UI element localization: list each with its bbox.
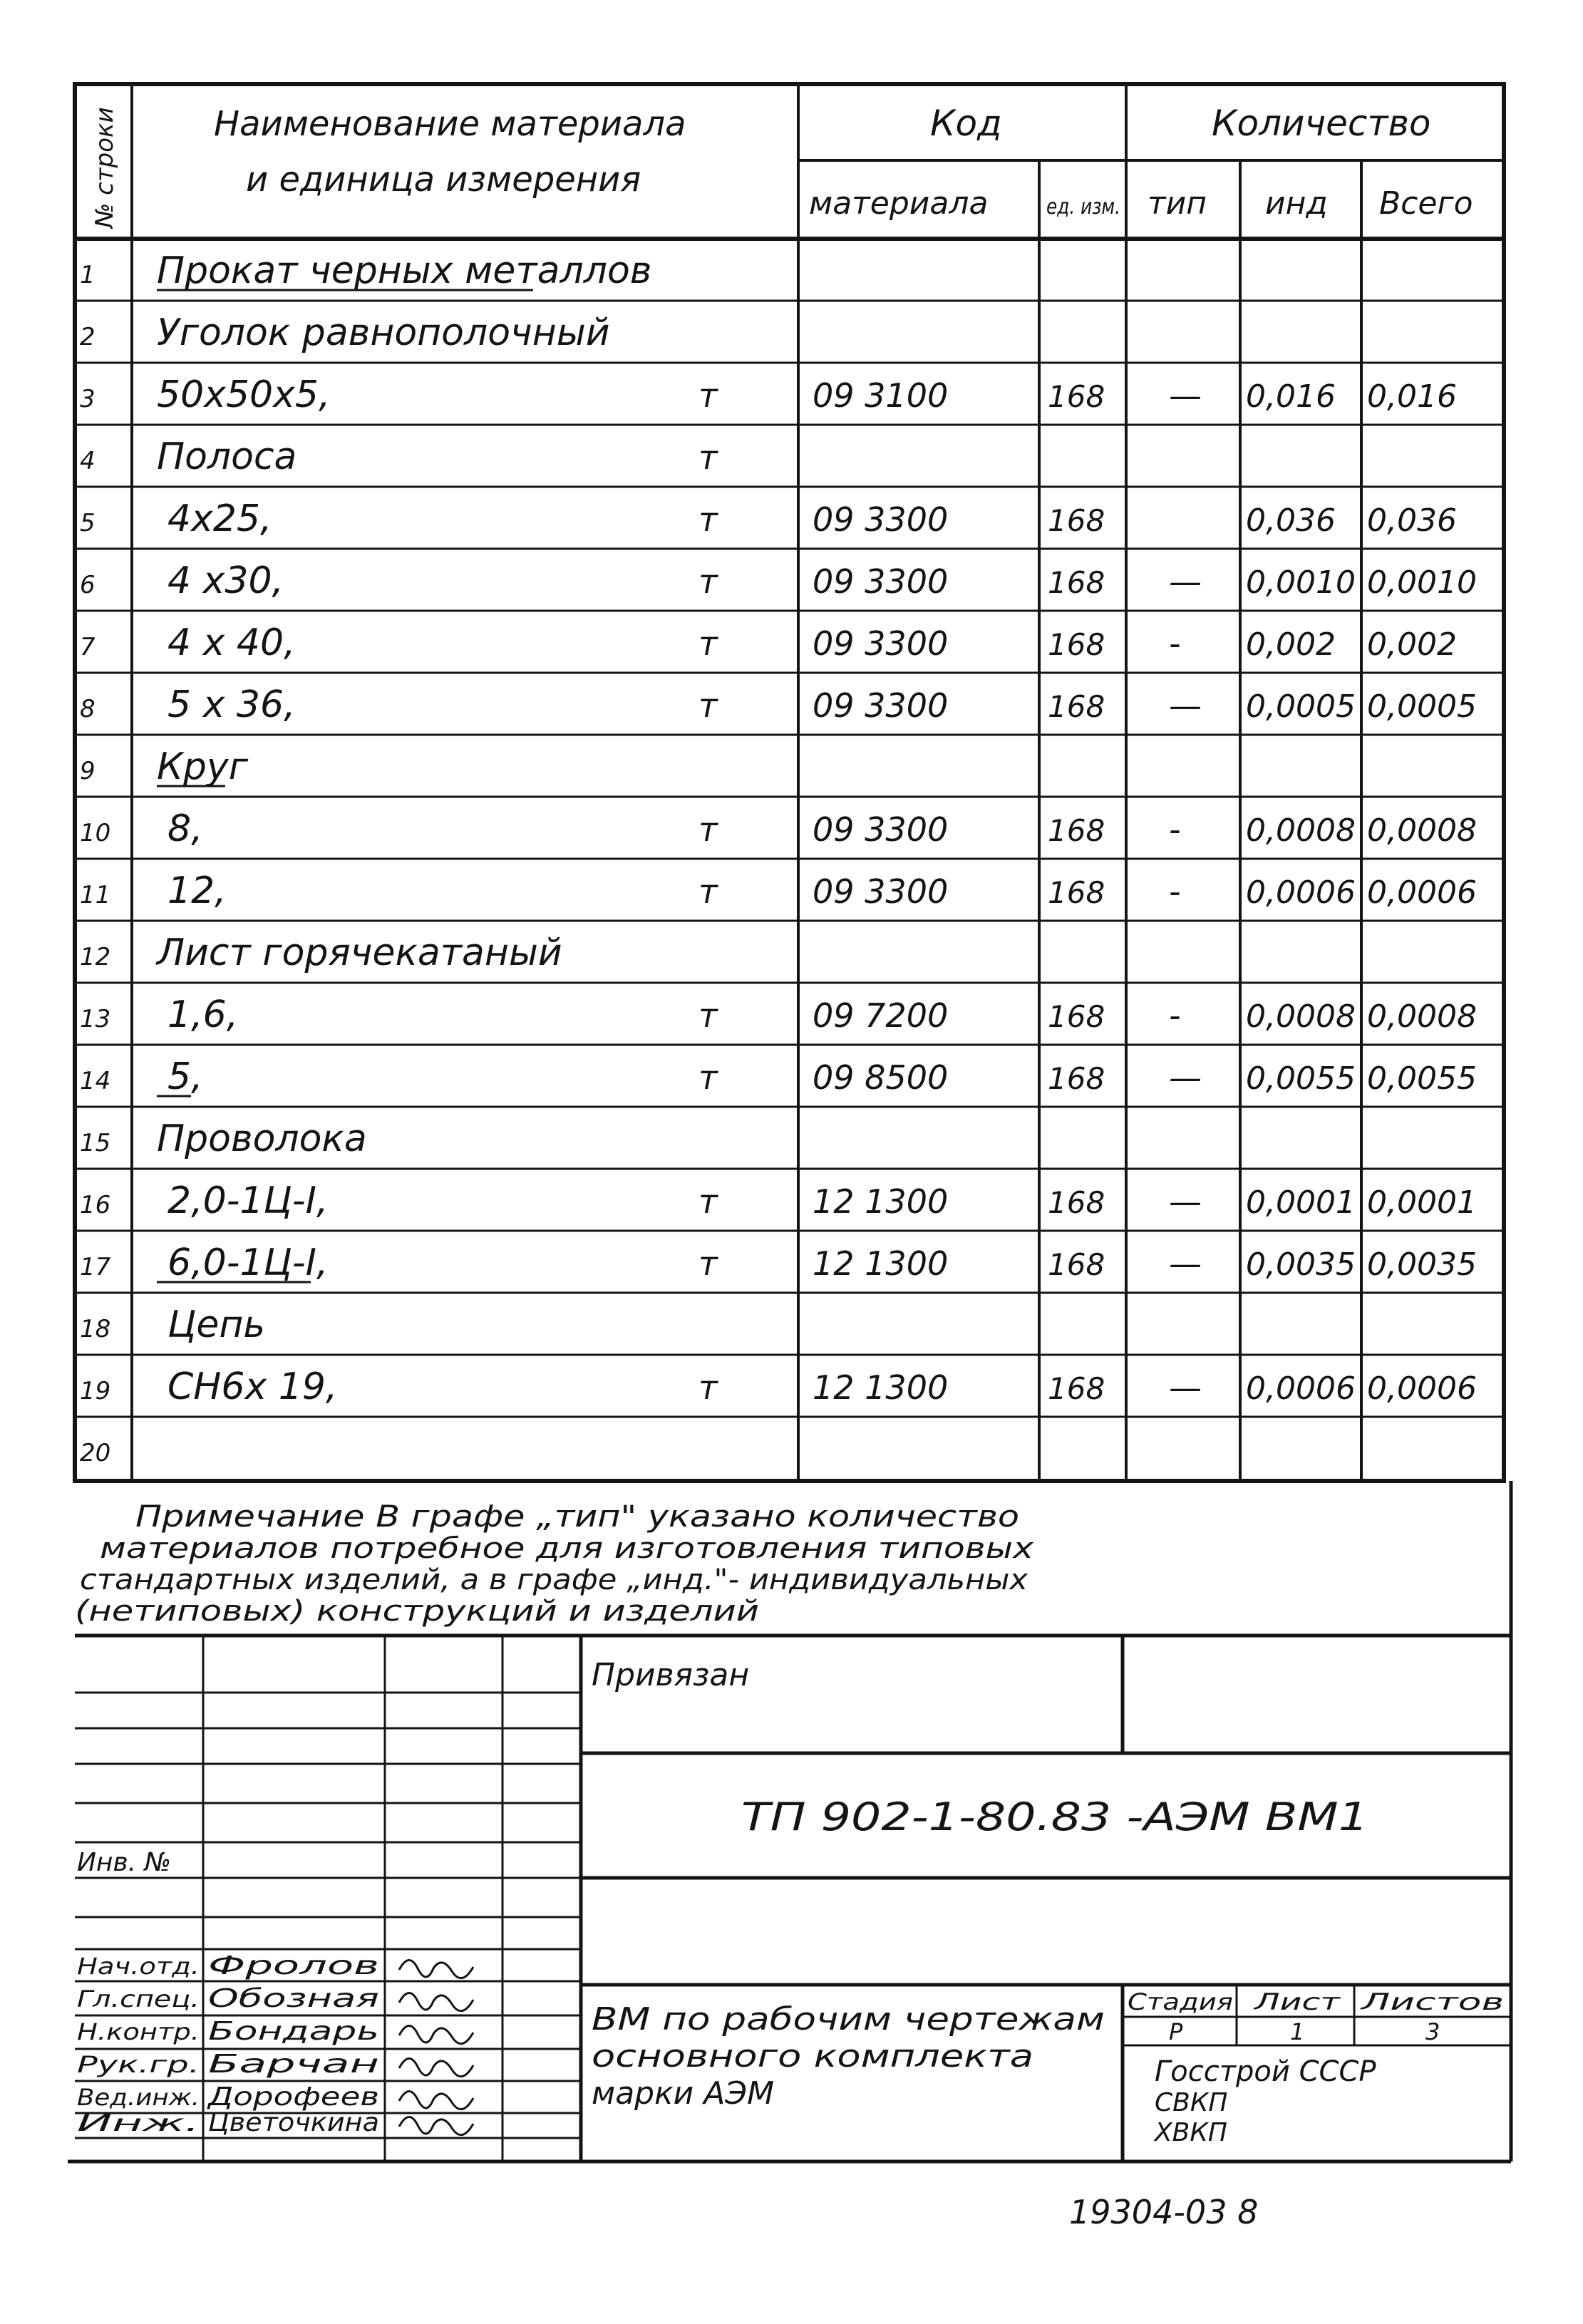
row-number: 16 — [80, 1191, 111, 1219]
signature-row — [77, 1984, 473, 2013]
header-code-unit: ед. изм. — [1046, 195, 1120, 220]
material-name: Круг — [157, 745, 249, 788]
unit-label: т — [698, 686, 718, 725]
row-number: 1 — [80, 261, 96, 289]
handwritten-signature — [399, 2025, 473, 2043]
signature-role: Гл.спец. — [77, 1985, 200, 2013]
material-code: 09 7200 — [813, 996, 949, 1035]
row-number: 10 — [80, 819, 111, 847]
material-name: 2,0-1Ц-I, — [167, 1179, 329, 1222]
material-name: 5 x 36, — [167, 683, 296, 726]
note-line: Примечание В графе „тип" указано количество — [135, 1499, 1019, 1534]
sheet-label: Лист — [1253, 1988, 1342, 2015]
material-name: Полоса — [157, 435, 297, 478]
row-number: 18 — [80, 1315, 111, 1343]
signature-row — [77, 2017, 473, 2046]
inventory-number-label: Инв. № — [77, 1848, 172, 1877]
archive-number: 19304-03 8 — [1069, 2193, 1259, 2231]
table-row — [75, 1355, 1504, 1408]
unit-code: 168 — [1048, 689, 1105, 724]
table-row — [75, 611, 1504, 664]
table-row — [75, 549, 1504, 602]
material-name: CH6x 19, — [167, 1365, 338, 1408]
row-number: 20 — [80, 1439, 111, 1467]
signature-name: Бондарь — [208, 2017, 379, 2046]
row-number: 19 — [80, 1377, 111, 1405]
material-code: 09 3300 — [813, 872, 949, 911]
total-qty: 0,0006 — [1367, 1370, 1477, 1407]
table-row — [75, 735, 1504, 788]
header-name-line2: и единица измерения — [246, 160, 641, 200]
type-qty: - — [1169, 624, 1181, 663]
sheets-value: 3 — [1425, 2018, 1440, 2045]
material-name: Проволока — [157, 1117, 367, 1160]
individual-qty: 0,0055 — [1246, 1060, 1356, 1097]
row-number: 4 — [80, 447, 96, 475]
material-name: Уголок равнополочный — [157, 311, 610, 354]
unit-code: 168 — [1048, 1061, 1105, 1096]
type-qty: — — [1169, 1058, 1202, 1097]
unit-code: 168 — [1048, 1185, 1105, 1220]
type-qty: - — [1169, 810, 1181, 849]
table-row — [75, 425, 1504, 478]
unit-label: т — [698, 1368, 718, 1407]
title-line: основного комплекта — [592, 2038, 1033, 2075]
material-name: 4 x30, — [167, 559, 284, 602]
header-code: Код — [930, 103, 1002, 144]
sheet-value: 1 — [1290, 2018, 1305, 2045]
table-row — [75, 363, 1504, 416]
signature-role: Рук.гр. — [77, 2051, 200, 2078]
unit-label: т — [698, 1244, 718, 1283]
table-row — [75, 983, 1504, 1036]
row-number: 13 — [80, 1005, 111, 1033]
row-number: 17 — [80, 1253, 111, 1281]
signature-role: Нач.отд. — [77, 1953, 200, 1980]
organization-line: ХВКП — [1155, 2118, 1227, 2147]
material-code: 09 3300 — [813, 562, 949, 601]
individual-qty: 0,0010 — [1246, 564, 1356, 601]
total-qty: 0,0035 — [1367, 1246, 1477, 1283]
header-code-material: материала — [809, 185, 989, 222]
unit-label: т — [698, 562, 718, 601]
type-qty: - — [1169, 996, 1181, 1035]
individual-qty: 0,002 — [1246, 626, 1336, 663]
signature-role: Н.контр. — [77, 2018, 200, 2045]
table-row — [75, 673, 1504, 726]
signature-row — [77, 2050, 473, 2079]
unit-label: т — [698, 872, 718, 911]
organization-line: Госстрой СССР — [1155, 2055, 1376, 2088]
signature-role: Инж. — [77, 2109, 200, 2137]
material-name: 4 x 40, — [167, 621, 296, 664]
handwritten-signature — [399, 2091, 473, 2109]
type-qty: — — [1169, 1182, 1202, 1221]
signature-name: Дорофеев — [206, 2082, 379, 2112]
unit-code: 168 — [1048, 999, 1105, 1034]
material-name: 4x25, — [167, 497, 272, 540]
type-qty: — — [1169, 1368, 1202, 1407]
material-name: 50x50x5, — [157, 373, 331, 416]
note-line: материалов потребное для изготовления типовых — [100, 1532, 1034, 1565]
signature-name: Барчан — [208, 2050, 379, 2079]
unit-code: 168 — [1048, 1371, 1105, 1406]
material-code: 09 3300 — [813, 624, 949, 663]
total-qty: 0,0010 — [1367, 564, 1477, 601]
handwritten-signature — [399, 1993, 473, 2010]
row-number: 8 — [80, 695, 96, 723]
note-line: стандартных изделий, а в графе „инд."- индивидуальных — [80, 1564, 1028, 1596]
unit-code: 168 — [1048, 379, 1105, 414]
signature-name: Обозная — [208, 1984, 379, 2013]
sheets-label: Листов — [1360, 1988, 1504, 2015]
header-quantity: Количество — [1212, 103, 1431, 144]
table-row — [75, 921, 1504, 974]
unit-label: т — [698, 624, 718, 663]
table-row — [75, 1169, 1504, 1222]
material-code: 12 1300 — [813, 1182, 949, 1221]
material-name: 5, — [167, 1055, 203, 1098]
document-code: ТП 902-1-80.83 -АЭМ ВМ1 — [741, 1794, 1368, 1839]
stage-value: Р — [1169, 2018, 1183, 2045]
header-qty-type: тип — [1148, 185, 1207, 222]
title-line: ВМ по рабочим чертежам — [592, 2001, 1105, 2038]
individual-qty: 0,0006 — [1246, 1370, 1356, 1407]
privyazan-label: Привязан — [592, 1657, 750, 1693]
unit-label: т — [698, 1058, 718, 1097]
individual-qty: 0,016 — [1246, 378, 1336, 415]
unit-label: т — [698, 996, 718, 1035]
total-qty: 0,036 — [1367, 502, 1457, 539]
total-qty: 0,002 — [1367, 626, 1457, 663]
unit-label: т — [698, 500, 718, 539]
row-number: 15 — [80, 1129, 111, 1157]
header-name-line1: Наименование материала — [214, 104, 686, 144]
table-row — [75, 1107, 1504, 1160]
title-line: марки АЭМ — [592, 2075, 775, 2112]
note-line: (нетиповых) конструкций и изделий — [75, 1595, 759, 1628]
individual-qty: 0,0035 — [1246, 1246, 1356, 1283]
type-qty: - — [1169, 872, 1181, 911]
header-row-no: № строки — [91, 107, 119, 228]
note-block — [75, 1499, 1033, 1628]
material-code: 12 1300 — [813, 1368, 949, 1407]
table-body — [75, 249, 1504, 1467]
type-qty: — — [1169, 376, 1202, 415]
material-name: 8, — [167, 807, 203, 850]
type-qty: — — [1169, 1244, 1202, 1283]
signature-row — [77, 1951, 473, 1980]
unit-code: 168 — [1048, 1247, 1105, 1282]
total-qty: 0,0008 — [1367, 812, 1477, 849]
table-row — [75, 1231, 1504, 1284]
table-row — [75, 797, 1504, 850]
material-code: 09 3300 — [813, 686, 949, 725]
handwritten-signature — [399, 2058, 473, 2076]
table-row — [75, 1045, 1504, 1098]
material-name: Цепь — [167, 1303, 266, 1346]
individual-qty: 0,0006 — [1246, 874, 1356, 911]
signature-list — [77, 1951, 473, 2137]
row-number: 6 — [80, 571, 96, 599]
signature-row — [77, 2082, 473, 2112]
total-qty: 0,0055 — [1367, 1060, 1477, 1097]
individual-qty: 0,0001 — [1246, 1184, 1356, 1221]
unit-label: т — [698, 1182, 718, 1221]
unit-label: т — [698, 376, 718, 415]
unit-code: 168 — [1048, 565, 1105, 600]
header-qty-total: Всего — [1379, 185, 1473, 222]
material-name: Лист горячекатаный — [157, 931, 562, 974]
signature-name: Цветочкина — [208, 2108, 379, 2137]
row-number: 3 — [80, 385, 96, 413]
total-qty: 0,0005 — [1367, 688, 1477, 725]
type-qty: — — [1169, 562, 1202, 601]
row-number: 5 — [80, 509, 96, 537]
unit-code: 168 — [1048, 627, 1105, 662]
table-row — [75, 301, 1504, 354]
unit-code: 168 — [1048, 813, 1105, 848]
table-row — [75, 859, 1504, 912]
row-number: 11 — [80, 881, 111, 909]
row-number: 12 — [80, 943, 111, 971]
unit-label: т — [698, 810, 718, 849]
material-name: Прокат черных металлов — [157, 249, 652, 292]
signature-name: Фролов — [208, 1951, 379, 1980]
table-row — [80, 249, 651, 292]
unit-code: 168 — [1048, 503, 1105, 538]
handwritten-signature — [399, 2117, 473, 2134]
individual-qty: 0,036 — [1246, 502, 1336, 539]
organization-line: СВКП — [1155, 2088, 1228, 2117]
individual-qty: 0,0008 — [1246, 812, 1356, 849]
row-number: 2 — [80, 323, 96, 351]
stage-label: Стадия — [1128, 1988, 1233, 2015]
row-number: 7 — [80, 633, 96, 661]
signature-role: Вед.инж. — [77, 2084, 200, 2111]
individual-qty: 0,0005 — [1246, 688, 1356, 725]
row-number: 9 — [80, 757, 96, 785]
material-code: 09 3100 — [813, 376, 949, 415]
table-row — [75, 487, 1504, 540]
table-row — [75, 1417, 1504, 1467]
total-qty: 0,0001 — [1367, 1184, 1477, 1221]
material-code: 09 8500 — [813, 1058, 949, 1097]
unit-code: 168 — [1048, 875, 1105, 910]
row-number: 14 — [80, 1067, 111, 1095]
table-row — [75, 1293, 1504, 1346]
type-qty: — — [1169, 686, 1202, 725]
material-name: 1,6, — [167, 993, 239, 1036]
material-name: 6,0-1Ц-I, — [167, 1241, 329, 1284]
material-code: 09 3300 — [813, 500, 949, 539]
material-name: 12, — [167, 869, 227, 912]
total-qty: 0,0008 — [1367, 998, 1477, 1035]
total-qty: 0,0006 — [1367, 874, 1477, 911]
handwritten-signature — [399, 1960, 473, 1978]
total-qty: 0,016 — [1367, 378, 1457, 415]
individual-qty: 0,0008 — [1246, 998, 1356, 1035]
material-code: 09 3300 — [813, 810, 949, 849]
header-qty-ind: инд — [1265, 185, 1328, 222]
unit-label: т — [698, 438, 718, 477]
material-code: 12 1300 — [813, 1244, 949, 1283]
